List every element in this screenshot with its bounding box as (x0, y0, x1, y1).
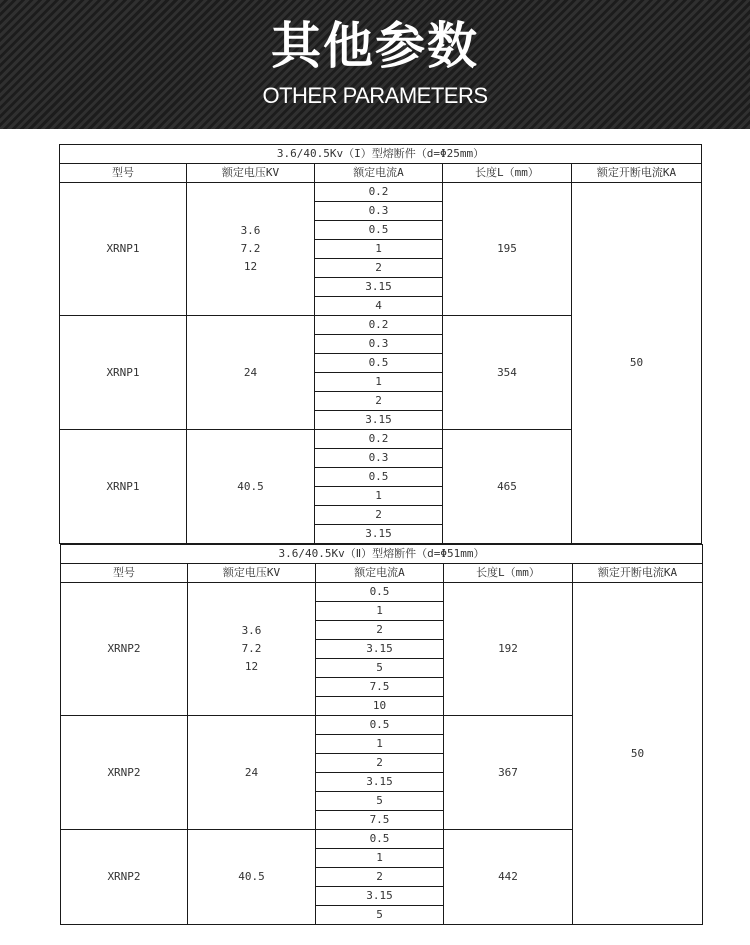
rated-voltage-value: 3.6 (240, 224, 261, 237)
rated-voltage-value: 3.6 (241, 624, 262, 637)
table-row (61, 583, 703, 602)
model-cell: XRNP1 (60, 183, 187, 316)
rated-current-cell: 7.5 (316, 811, 444, 830)
rated-current-cell: 0.5 (316, 716, 444, 735)
table-title-row (61, 545, 703, 564)
model-cell: XRNP2 (61, 583, 188, 716)
length-cell: 442 (444, 830, 573, 925)
column-header-model: 型号 (61, 564, 188, 583)
model-cell: XRNP1 (60, 316, 187, 430)
rated-voltage-value: 40.5 (238, 870, 265, 883)
rated-current-cell: 0.3 (315, 335, 443, 354)
rated-current-cell: 1 (315, 373, 443, 392)
rated-current-cell: 0.5 (316, 583, 444, 602)
rated-current-cell: 3.15 (315, 278, 443, 297)
rated-voltage-cell (187, 430, 315, 544)
column-header-breaking-current: 额定开断电流KA (572, 164, 702, 183)
rated-current-cell: 1 (316, 849, 444, 868)
spec-table-body (60, 145, 702, 544)
column-header-rated-voltage: 额定电压KV (188, 564, 316, 583)
rated-current-cell: 0.5 (315, 221, 443, 240)
rated-voltage-cell (188, 583, 316, 716)
column-header-rated-voltage: 额定电压KV (187, 164, 315, 183)
column-header-rated-current: 额定电流A (316, 564, 444, 583)
table-header-row (60, 164, 702, 183)
page-title: 其他参数 (271, 17, 479, 75)
length-cell: 367 (444, 716, 573, 830)
rated-current-cell: 4 (315, 297, 443, 316)
model-cell: XRNP1 (60, 430, 187, 544)
fuse-spec-table-type-2 (60, 544, 703, 925)
rated-current-cell: 0.2 (315, 316, 443, 335)
rated-voltage-value: 12 (243, 260, 258, 273)
table-title: 3.6/40.5Kv（I）型熔断件（d=Φ25mm） (60, 145, 702, 164)
rated-current-cell: 2 (316, 621, 444, 640)
table-row (60, 183, 702, 202)
rated-current-cell: 1 (316, 602, 444, 621)
rated-current-cell: 3.15 (315, 411, 443, 430)
rated-current-cell: 1 (315, 487, 443, 506)
column-header-length: 长度L（mm） (444, 564, 573, 583)
rated-voltage-cell (188, 716, 316, 830)
rated-current-cell: 7.5 (316, 678, 444, 697)
rated-current-cell: 3.15 (316, 773, 444, 792)
rated-voltage-value: 7.2 (240, 242, 261, 255)
rated-current-cell: 1 (316, 735, 444, 754)
rated-current-cell: 0.5 (315, 468, 443, 487)
rated-voltage-cell (187, 183, 315, 316)
rated-current-cell: 2 (315, 259, 443, 278)
rated-current-cell: 2 (316, 754, 444, 773)
rated-current-cell: 3.15 (316, 640, 444, 659)
rated-voltage-value: 24 (243, 365, 258, 379)
rated-current-cell: 0.3 (315, 449, 443, 468)
column-header-length: 长度L（mm） (443, 164, 572, 183)
page-header (0, 0, 750, 129)
breaking-current-cell: 50 (572, 183, 702, 544)
table-title: 3.6/40.5Kv（Ⅱ）型熔断件（d=Φ51mm） (61, 545, 703, 564)
rated-current-cell: 0.2 (315, 430, 443, 449)
rated-current-cell: 3.15 (316, 887, 444, 906)
model-cell: XRNP2 (61, 716, 188, 830)
breaking-current-cell: 50 (573, 583, 703, 925)
table-title-row (60, 145, 702, 164)
rated-current-cell: 5 (316, 792, 444, 811)
column-header-model: 型号 (60, 164, 187, 183)
length-cell: 465 (443, 430, 572, 544)
rated-current-cell: 5 (316, 659, 444, 678)
model-cell: XRNP2 (61, 830, 188, 925)
length-cell: 354 (443, 316, 572, 430)
rated-voltage-cell (188, 830, 316, 925)
rated-current-cell: 0.5 (315, 354, 443, 373)
rated-current-cell: 5 (316, 906, 444, 925)
rated-current-cell: 2 (316, 868, 444, 887)
rated-current-cell: 0.3 (315, 202, 443, 221)
fuse-spec-table-type-1 (59, 144, 702, 544)
page-subtitle: OTHER PARAMETERS (262, 83, 488, 108)
rated-current-cell: 3.15 (315, 525, 443, 544)
length-cell: 195 (443, 183, 572, 316)
table-header-row (61, 564, 703, 583)
rated-current-cell: 1 (315, 240, 443, 259)
rated-voltage-cell (187, 316, 315, 430)
rated-current-cell: 0.2 (315, 183, 443, 202)
rated-voltage-value: 7.2 (241, 642, 262, 655)
rated-current-cell: 2 (315, 506, 443, 525)
spec-table-body (61, 545, 703, 925)
rated-voltage-value: 12 (244, 660, 259, 673)
rated-voltage-value: 24 (244, 765, 259, 779)
rated-voltage-value: 40.5 (237, 479, 264, 493)
rated-current-cell: 0.5 (316, 830, 444, 849)
rated-current-cell: 2 (315, 392, 443, 411)
length-cell: 192 (444, 583, 573, 716)
column-header-breaking-current: 额定开断电流KA (573, 564, 703, 583)
column-header-rated-current: 额定电流A (315, 164, 443, 183)
rated-current-cell: 10 (316, 697, 444, 716)
